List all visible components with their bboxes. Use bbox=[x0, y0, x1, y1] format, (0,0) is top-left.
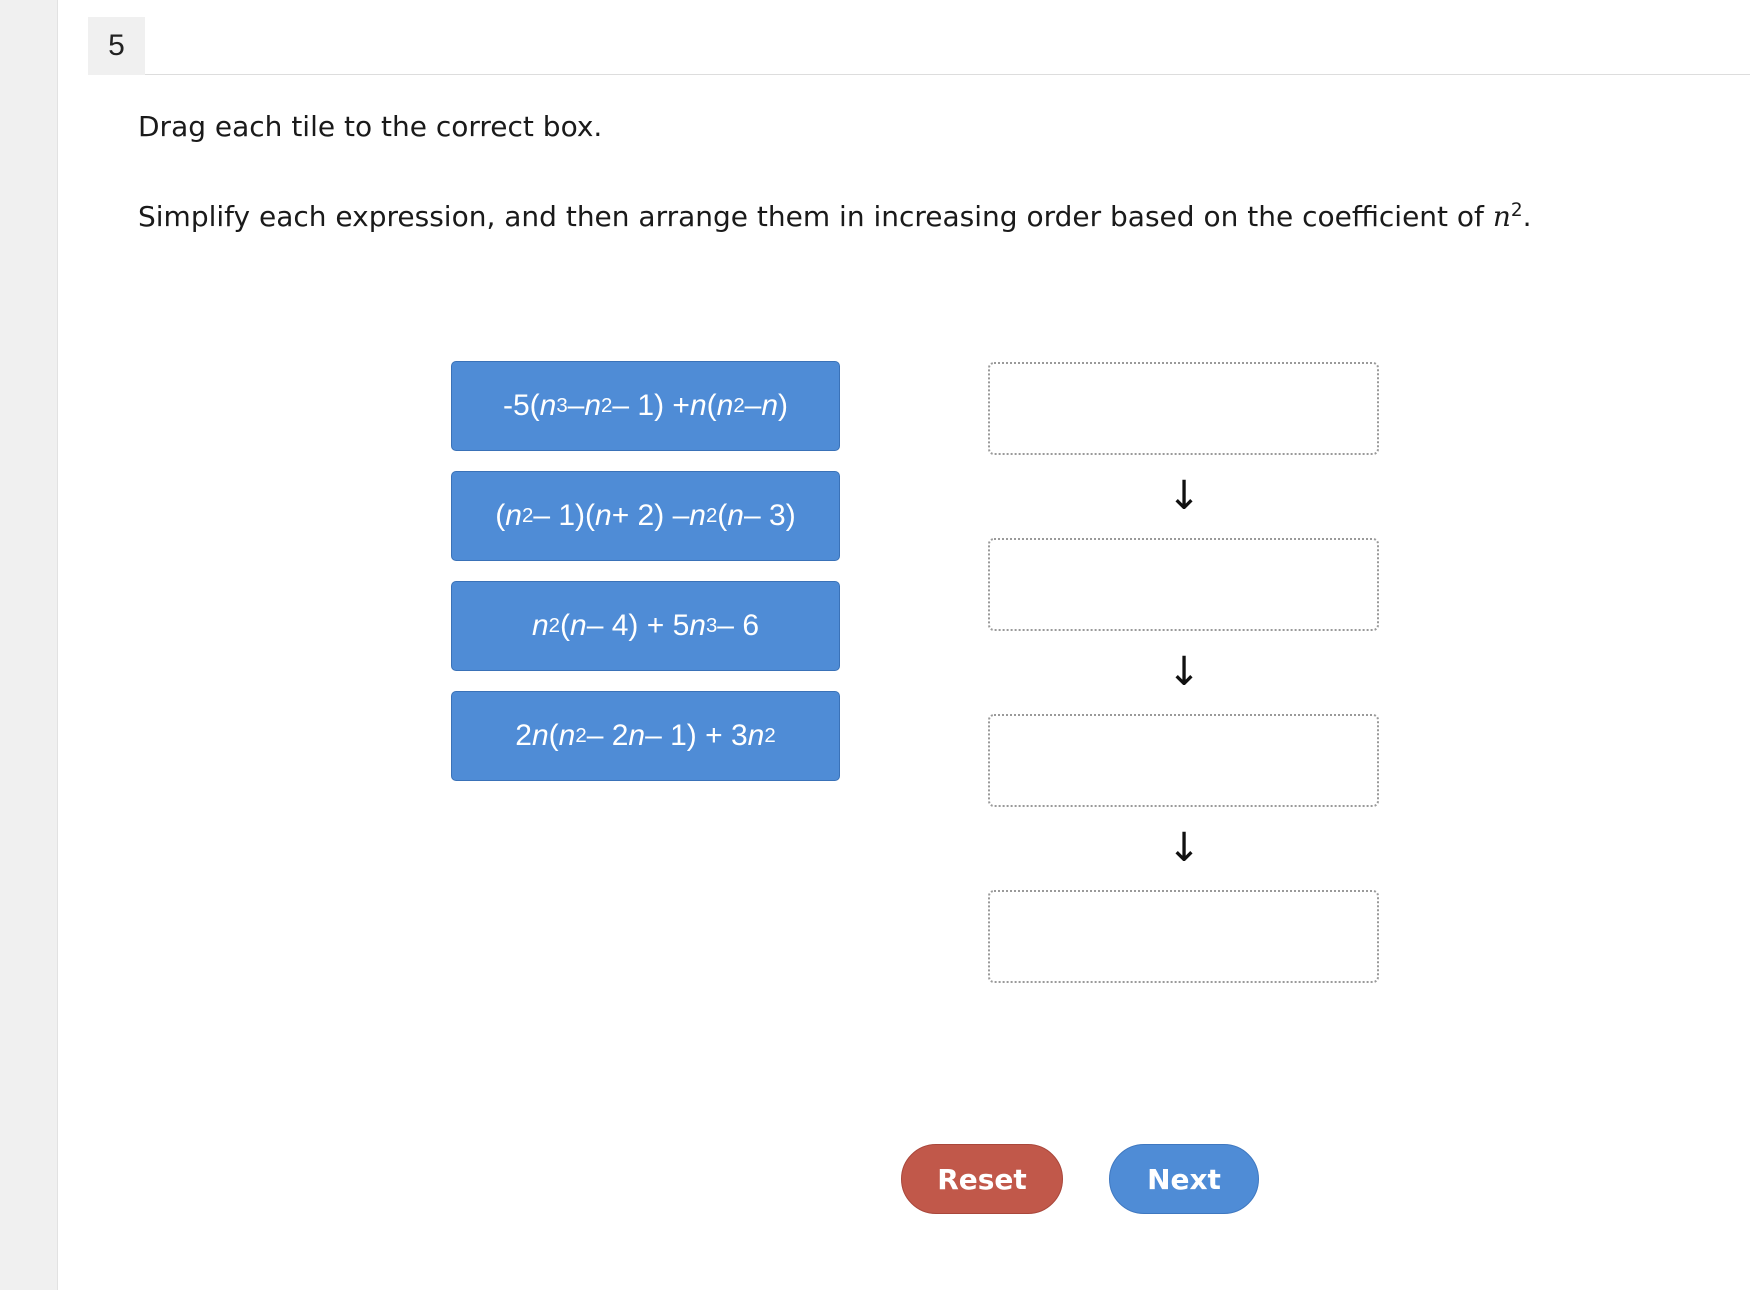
tile-text: – 1)( bbox=[533, 499, 596, 532]
tile-text: ( bbox=[495, 499, 506, 532]
tile-variable: n bbox=[539, 389, 557, 422]
instruction-exponent: 2 bbox=[1510, 199, 1523, 221]
tile-text: – 6 bbox=[717, 609, 760, 642]
tile-text: ) bbox=[778, 389, 789, 422]
tile-variable: n bbox=[716, 389, 734, 422]
tile-text: ( bbox=[548, 719, 559, 752]
tile-text: – 1) + 3 bbox=[645, 719, 748, 752]
tile-text: ( bbox=[706, 389, 717, 422]
tile-variable: n bbox=[761, 389, 779, 422]
tile-variable: n bbox=[689, 499, 706, 532]
tile-variable: n bbox=[628, 719, 646, 752]
tile-text: – 3) bbox=[743, 499, 796, 532]
tile-variable: n bbox=[747, 719, 765, 752]
tile-variable: n bbox=[558, 719, 576, 752]
instruction-text: Simplify each expression, and then arrange them in increasing order based on the coefficient of bbox=[138, 200, 1493, 233]
tile-variable: n bbox=[727, 499, 744, 532]
down-arrow-icon: ↓ bbox=[1167, 649, 1201, 695]
tile-variable: n bbox=[570, 609, 587, 642]
instruction-simplify bbox=[138, 200, 1532, 233]
tile-text: ( bbox=[717, 499, 728, 532]
tile-text: – 4) + 5 bbox=[586, 609, 690, 642]
next-button[interactable]: Next bbox=[1109, 1144, 1259, 1214]
instruction-drag: Drag each tile to the correct box. bbox=[138, 110, 603, 143]
instruction-variable: n bbox=[1492, 200, 1511, 233]
tile-variable: n bbox=[531, 609, 549, 642]
tile-text: 2 bbox=[515, 719, 532, 752]
tile-variable: n bbox=[584, 389, 602, 422]
drop-box-3[interactable] bbox=[988, 714, 1379, 807]
tile-expression-2[interactable]: ( n 2 – 1)( n + 2) – n 2 ( n – 3) bbox=[451, 471, 840, 561]
tile-text: -5( bbox=[502, 389, 540, 422]
tile-variable: n bbox=[531, 719, 549, 752]
down-arrow-icon: ↓ bbox=[1167, 825, 1201, 871]
tile-variable: n bbox=[595, 499, 612, 532]
tile-variable: n bbox=[505, 499, 522, 532]
reset-button[interactable]: Reset bbox=[901, 1144, 1063, 1214]
tile-text: – 2 bbox=[586, 719, 629, 752]
drop-box-2[interactable] bbox=[988, 538, 1379, 631]
tile-variable: n bbox=[689, 609, 706, 642]
tile-expression-1[interactable]: -5( n 3 – n 2 – 1) + n ( n 2 – n ) bbox=[451, 361, 840, 451]
tile-expression-3[interactable]: n 2 ( n – 4) + 5 n 3 – 6 bbox=[451, 581, 840, 671]
tile-expression-4[interactable]: 2 n ( n 2 – 2 n – 1) + 3 n 2 bbox=[451, 691, 840, 781]
tile-text: ( bbox=[560, 609, 570, 642]
instruction-period: . bbox=[1522, 200, 1532, 233]
tile-text: – bbox=[567, 389, 585, 422]
tile-text: – 1) + bbox=[612, 389, 690, 422]
tile-text: + 2) – bbox=[611, 499, 690, 532]
tile-variable: n bbox=[689, 389, 707, 422]
down-arrow-icon: ↓ bbox=[1167, 473, 1201, 519]
drop-box-1[interactable] bbox=[988, 362, 1379, 455]
left-gutter bbox=[0, 0, 58, 1290]
header-divider bbox=[88, 74, 1750, 75]
tile-text: – bbox=[744, 389, 762, 422]
drop-box-4[interactable] bbox=[988, 890, 1379, 983]
question-number: 5 bbox=[88, 17, 145, 75]
